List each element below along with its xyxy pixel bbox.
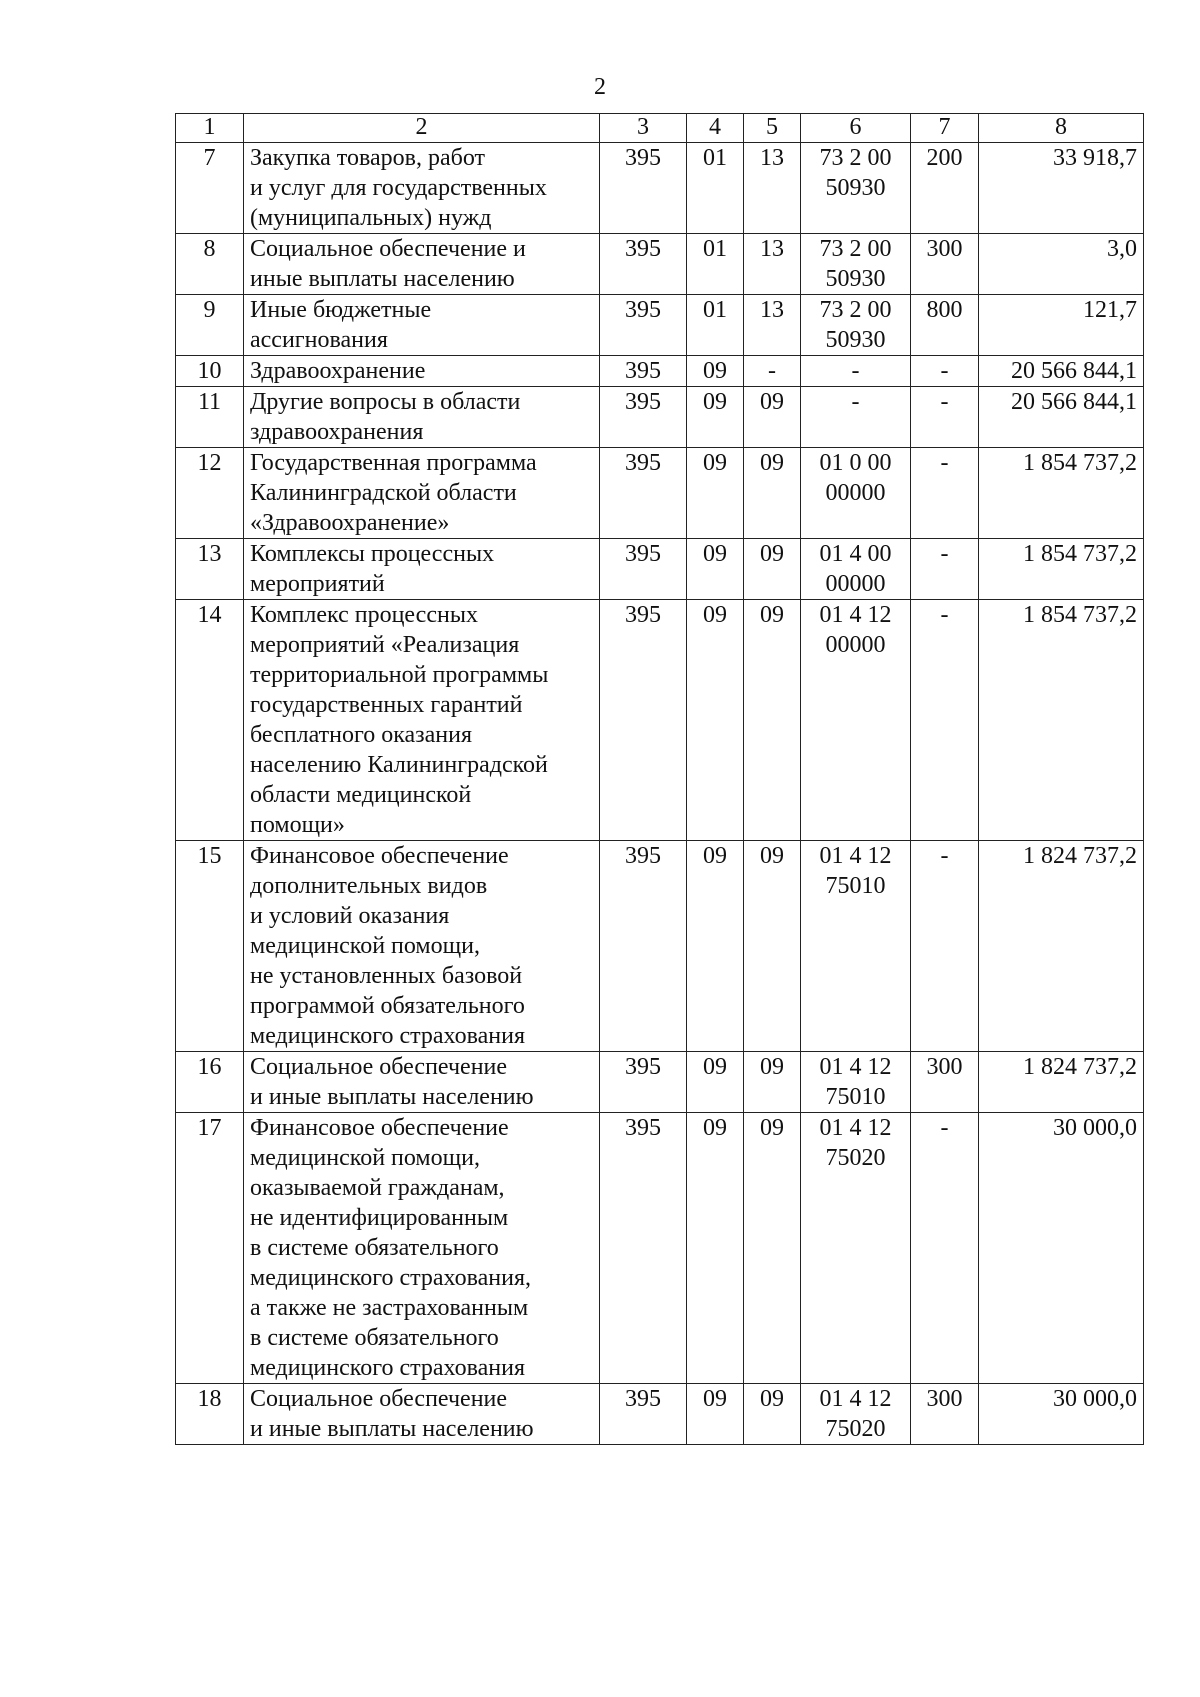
target-article-cell-line: 75010 <box>825 873 886 899</box>
target-article-cell-line: 01 4 12 <box>819 602 892 628</box>
target-article-cell-line: 73 2 00 <box>819 236 892 262</box>
item-name-cell-line: мероприятий <box>250 571 385 597</box>
section-code-cell: 01 <box>687 295 744 356</box>
target-article-cell <box>801 448 911 539</box>
expense-type-cell: - <box>911 1113 979 1384</box>
section-code-cell: 09 <box>687 387 744 448</box>
subsection-code-cell: 09 <box>744 841 801 1052</box>
table-row <box>176 234 1144 295</box>
item-name-cell-line: программой обязательного <box>250 993 525 1019</box>
target-article-cell <box>801 539 911 600</box>
chapter-code-cell: 395 <box>600 387 687 448</box>
target-article-cell <box>801 1384 911 1445</box>
subsection-code-cell: 09 <box>744 1052 801 1113</box>
section-code-cell: 01 <box>687 234 744 295</box>
item-name-cell <box>244 387 600 448</box>
chapter-code-cell: 395 <box>600 295 687 356</box>
table-row <box>176 1384 1144 1445</box>
item-name-cell-line: Финансовое обеспечение <box>250 1115 509 1141</box>
item-name-cell-line: иные выплаты населению <box>250 266 515 292</box>
header-cell: 1 <box>176 114 244 143</box>
item-name-cell <box>244 143 600 234</box>
table-row <box>176 448 1144 539</box>
item-name-cell <box>244 600 600 841</box>
amount-cell: 1 824 737,2 <box>979 841 1144 1052</box>
item-name-cell-line: мероприятий «Реализация <box>250 632 520 658</box>
item-name-cell-line: Социальное обеспечение <box>250 1386 508 1412</box>
item-name-cell-line: не установленных базовой <box>250 963 523 989</box>
subsection-code-cell: 13 <box>744 295 801 356</box>
amount-cell: 20 566 844,1 <box>979 356 1144 387</box>
target-article-cell-line: - <box>851 358 860 384</box>
target-article-cell <box>801 1052 911 1113</box>
chapter-code-cell: 395 <box>600 1384 687 1445</box>
header-cell: 7 <box>911 114 979 143</box>
target-article-cell <box>801 356 911 387</box>
item-name-cell-line: области медицинской <box>250 782 472 808</box>
subsection-code-cell: 09 <box>744 539 801 600</box>
item-name-cell-line: в системе обязательного <box>250 1235 499 1261</box>
row-number-cell: 17 <box>176 1113 244 1384</box>
target-article-cell <box>801 387 911 448</box>
table-row <box>176 356 1144 387</box>
amount-cell: 1 854 737,2 <box>979 448 1144 539</box>
table-row <box>176 143 1144 234</box>
subsection-code-cell: 09 <box>744 1384 801 1445</box>
chapter-code-cell: 395 <box>600 234 687 295</box>
header-cell: 8 <box>979 114 1144 143</box>
item-name-cell <box>244 841 600 1052</box>
section-code-cell: 01 <box>687 143 744 234</box>
page-number: 2 <box>594 74 606 100</box>
target-article-cell <box>801 143 911 234</box>
row-number-cell: 8 <box>176 234 244 295</box>
header-cell: 6 <box>801 114 911 143</box>
target-article-cell-line: 01 4 12 <box>819 843 892 869</box>
chapter-code-cell: 395 <box>600 356 687 387</box>
item-name-cell <box>244 1052 600 1113</box>
header-cell: 4 <box>687 114 744 143</box>
row-number-cell: 16 <box>176 1052 244 1113</box>
item-name-cell-line: Социальное обеспечение и <box>250 236 526 262</box>
item-name-cell <box>244 539 600 600</box>
amount-cell: 30 000,0 <box>979 1384 1144 1445</box>
table-row <box>176 600 1144 841</box>
item-name-cell-line: дополнительных видов <box>250 873 488 899</box>
table-row <box>176 387 1144 448</box>
amount-cell: 20 566 844,1 <box>979 387 1144 448</box>
subsection-code-cell: - <box>744 356 801 387</box>
item-name-cell-line: медицинского страхования <box>250 1023 526 1049</box>
item-name-cell-line: и иные выплаты населению <box>250 1084 534 1110</box>
amount-cell: 121,7 <box>979 295 1144 356</box>
row-number-cell: 13 <box>176 539 244 600</box>
row-number-cell: 14 <box>176 600 244 841</box>
item-name-cell-line: и услуг для государственных <box>250 175 547 201</box>
section-code-cell: 09 <box>687 600 744 841</box>
item-name-cell-line: Другие вопросы в области <box>250 389 521 415</box>
chapter-code-cell: 395 <box>600 841 687 1052</box>
chapter-code-cell: 395 <box>600 448 687 539</box>
item-name-cell-line: Государственная программа <box>250 450 537 476</box>
amount-cell: 33 918,7 <box>979 143 1144 234</box>
item-name-cell-line: Комплекс процессных <box>250 602 478 628</box>
item-name-cell-line: и условий оказания <box>250 903 450 929</box>
target-article-cell <box>801 600 911 841</box>
item-name-cell-line: медицинского страхования, <box>250 1265 532 1291</box>
amount-cell: 1 854 737,2 <box>979 600 1144 841</box>
expense-type-cell: 200 <box>911 143 979 234</box>
target-article-cell-line: 73 2 00 <box>819 145 892 171</box>
section-code-cell: 09 <box>687 1113 744 1384</box>
item-name-cell-line: Закупка товаров, работ <box>250 145 485 171</box>
amount-cell: 1 824 737,2 <box>979 1052 1144 1113</box>
subsection-code-cell: 09 <box>744 1113 801 1384</box>
chapter-code-cell: 395 <box>600 1113 687 1384</box>
item-name-cell-line: оказываемой гражданам, <box>250 1175 505 1201</box>
item-name-cell-line: Иные бюджетные <box>250 297 432 323</box>
item-name-cell-line: бесплатного оказания <box>250 722 473 748</box>
item-name-cell <box>244 295 600 356</box>
chapter-code-cell: 395 <box>600 1052 687 1113</box>
target-article-cell-line: 00000 <box>825 480 886 506</box>
section-code-cell: 09 <box>687 841 744 1052</box>
subsection-code-cell: 09 <box>744 448 801 539</box>
target-article-cell-line: 50930 <box>825 266 886 292</box>
expense-type-cell: - <box>911 600 979 841</box>
section-code-cell: 09 <box>687 1384 744 1445</box>
item-name-cell-line: Финансовое обеспечение <box>250 843 509 869</box>
table-row <box>176 539 1144 600</box>
amount-cell: 1 854 737,2 <box>979 539 1144 600</box>
table-header-row <box>176 114 1144 143</box>
target-article-cell <box>801 234 911 295</box>
item-name-cell-line: ассигнования <box>250 327 388 353</box>
row-number-cell: 15 <box>176 841 244 1052</box>
target-article-cell <box>801 295 911 356</box>
item-name-cell-line: Калининградской области <box>250 480 517 506</box>
item-name-cell-line: медицинской помощи, <box>250 933 480 959</box>
item-name-cell <box>244 448 600 539</box>
header-cell: 2 <box>244 114 600 143</box>
header-cell: 5 <box>744 114 801 143</box>
item-name-cell <box>244 356 600 387</box>
row-number-cell: 9 <box>176 295 244 356</box>
target-article-cell-line: 01 0 00 <box>819 450 892 476</box>
item-name-cell-line: населению Калининградской <box>250 752 548 778</box>
expense-type-cell: 800 <box>911 295 979 356</box>
expense-type-cell: - <box>911 356 979 387</box>
item-name-cell-line: медицинской помощи, <box>250 1145 480 1171</box>
expense-type-cell: - <box>911 448 979 539</box>
subsection-code-cell: 13 <box>744 234 801 295</box>
section-code-cell: 09 <box>687 1052 744 1113</box>
target-article-cell-line: 01 4 12 <box>819 1115 892 1141</box>
section-code-cell: 09 <box>687 356 744 387</box>
subsection-code-cell: 09 <box>744 387 801 448</box>
target-article-cell-line: 50930 <box>825 175 886 201</box>
row-number-cell: 10 <box>176 356 244 387</box>
section-code-cell: 09 <box>687 539 744 600</box>
item-name-cell-line: (муниципальных) нужд <box>250 205 492 231</box>
amount-cell: 3,0 <box>979 234 1144 295</box>
budget-table <box>175 113 1144 1445</box>
item-name-cell-line: медицинского страхования <box>250 1355 526 1381</box>
item-name-cell-line: здравоохранения <box>250 419 424 445</box>
item-name-cell <box>244 1113 600 1384</box>
target-article-cell-line: 01 4 12 <box>819 1386 892 1412</box>
chapter-code-cell: 395 <box>600 539 687 600</box>
target-article-cell-line: 75020 <box>825 1145 886 1171</box>
subsection-code-cell: 13 <box>744 143 801 234</box>
chapter-code-cell: 395 <box>600 600 687 841</box>
target-article-cell-line: 01 4 00 <box>819 541 892 567</box>
item-name-cell-line: Социальное обеспечение <box>250 1054 508 1080</box>
item-name-cell-line: государственных гарантий <box>250 692 523 718</box>
expense-type-cell: - <box>911 387 979 448</box>
target-article-cell-line: 73 2 00 <box>819 297 892 323</box>
expense-type-cell: 300 <box>911 234 979 295</box>
item-name-cell-line: не идентифицированным <box>250 1205 509 1231</box>
table-row <box>176 1052 1144 1113</box>
section-code-cell: 09 <box>687 448 744 539</box>
target-article-cell-line: 75010 <box>825 1084 886 1110</box>
item-name-cell <box>244 234 600 295</box>
expense-type-cell: - <box>911 539 979 600</box>
item-name-cell-line: а также не застрахованным <box>250 1295 529 1321</box>
target-article-cell-line: 00000 <box>825 571 886 597</box>
row-number-cell: 7 <box>176 143 244 234</box>
target-article-cell-line: 50930 <box>825 327 886 353</box>
row-number-cell: 11 <box>176 387 244 448</box>
target-article-cell-line: 75020 <box>825 1416 886 1442</box>
item-name-cell-line: «Здравоохранение» <box>250 510 450 536</box>
item-name-cell-line: помощи» <box>250 812 345 838</box>
item-name-cell-line: Здравоохранение <box>250 358 426 384</box>
row-number-cell: 18 <box>176 1384 244 1445</box>
expense-type-cell: - <box>911 841 979 1052</box>
item-name-cell <box>244 1384 600 1445</box>
header-cell: 3 <box>600 114 687 143</box>
item-name-cell-line: территориальной программы <box>250 662 549 688</box>
target-article-cell-line: - <box>851 389 860 415</box>
target-article-cell-line: 01 4 12 <box>819 1054 892 1080</box>
table-row <box>176 295 1144 356</box>
item-name-cell-line: Комплексы процессных <box>250 541 495 567</box>
target-article-cell <box>801 841 911 1052</box>
item-name-cell-line: в системе обязательного <box>250 1325 499 1351</box>
table-row <box>176 1113 1144 1384</box>
row-number-cell: 12 <box>176 448 244 539</box>
target-article-cell <box>801 1113 911 1384</box>
target-article-cell-line: 00000 <box>825 632 886 658</box>
table-row <box>176 841 1144 1052</box>
amount-cell: 30 000,0 <box>979 1113 1144 1384</box>
expense-type-cell: 300 <box>911 1052 979 1113</box>
expense-type-cell: 300 <box>911 1384 979 1445</box>
chapter-code-cell: 395 <box>600 143 687 234</box>
subsection-code-cell: 09 <box>744 600 801 841</box>
item-name-cell-line: и иные выплаты населению <box>250 1416 534 1442</box>
